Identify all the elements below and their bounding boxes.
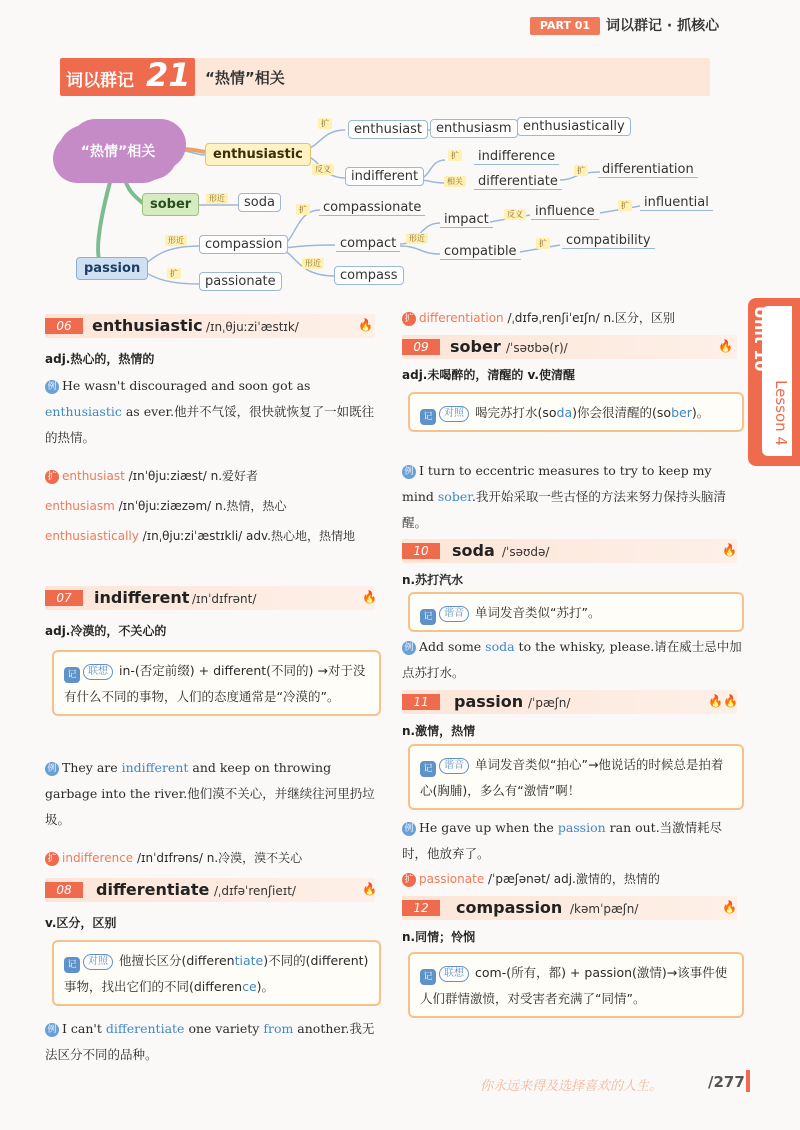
tip-icon: 记 <box>420 969 436 985</box>
derivative: enthusiasm /ɪnˈθjuːziæzəm/ n.热情，热心 <box>45 499 287 513</box>
mind-map-tag: 扩 <box>318 118 332 129</box>
memory-note: 记 对照 他擅长区分(differentiate)不同的(different)事物，找出它们的不同(difference)。 <box>52 940 381 1006</box>
header-title: 词以群记 · 抓核心 <box>606 18 720 34</box>
example-icon: 例 <box>402 822 416 836</box>
mind-map-node-indifferent: indifferent <box>345 167 424 186</box>
mind-map-tag: 形近 <box>206 193 228 204</box>
page-number: /277 <box>708 1073 745 1091</box>
entry-definition: n.激情，热情 <box>402 724 476 738</box>
entry-number: 07 <box>45 590 83 606</box>
mind-map-enthusiastic: enthusiastic <box>205 143 311 166</box>
expand-icon: 扩 <box>45 852 59 866</box>
unit-label: Unit 10 <box>751 306 770 372</box>
memory-note: 记 联想 com-(所有，都) + passion(激情)→该事件使人们群情激愤，对受害者充满了“同情”。 <box>408 952 744 1018</box>
mind-map-node-enthusiastically: enthusiastically <box>517 117 631 136</box>
mind-map-node-soda: soda <box>238 193 281 212</box>
tip-icon: 记 <box>420 761 436 777</box>
entry-header <box>45 878 375 902</box>
derivative: 扩 passionate /ˈpæʃənət/ adj.激情的，热情的 <box>402 866 742 892</box>
flame-icon: 🔥 <box>722 543 737 557</box>
entry-word: differentiate <box>96 880 210 899</box>
example-icon: 例 <box>45 1023 59 1037</box>
section-badge-label: 词以群记 <box>66 71 134 91</box>
mind-map-tag: 形近 <box>165 235 187 246</box>
memory-note: 记 对照 喝完苏打水(soda)你会很清醒的(sober)。 <box>408 392 744 432</box>
entry-definition: n.苏打汽水 <box>402 573 464 587</box>
section-number: 21 <box>146 56 191 94</box>
tip-icon: 记 <box>420 409 436 425</box>
mind-map-tag: 扩 <box>167 268 181 279</box>
mind-map-tag: 形近 <box>406 233 428 244</box>
entry-word: soda <box>452 541 495 560</box>
entry-number: 09 <box>402 339 440 355</box>
example-icon: 例 <box>45 380 59 394</box>
entry-number: 10 <box>402 543 440 559</box>
mind-map-node-enthusiast: enthusiast <box>348 120 428 139</box>
entry-definition: n.同情；怜悯 <box>402 930 476 944</box>
mind-map-node-influential: influential <box>640 195 713 211</box>
entry-phonetic: /ˈsəʊbə(r)/ <box>506 341 568 355</box>
flame-icon: 🔥🔥 <box>708 694 738 708</box>
expand-icon: 扩 <box>402 873 416 887</box>
section-title: “热情”相关 <box>205 69 285 87</box>
entry-definition: adj.热心的，热情的 <box>45 352 155 366</box>
example-icon: 例 <box>402 641 416 655</box>
entry-number: 11 <box>402 694 440 710</box>
mind-map-node-passionate: passionate <box>199 272 282 291</box>
mind-map <box>0 0 800 300</box>
example-sentence: 例 They are indifferent and keep on throwing garbage into the river.他们漠不关心，并继续往河里扔垃圾。 <box>45 760 375 827</box>
page-marker <box>746 1070 750 1092</box>
entry-word: indifferent <box>94 588 190 607</box>
mind-map-node-compatible: compatible <box>440 244 521 260</box>
mind-map-tag: 相关 <box>444 176 466 187</box>
flame-icon: 🔥 <box>362 590 377 604</box>
mind-map-tag: 形近 <box>302 258 324 269</box>
memory-note: 记 联想 in-(否定前缀) + different(不同的) →对于没有什么不同的事物，人们的态度通常是“冷漠的”。 <box>52 650 381 716</box>
lesson-label: Lesson 4 <box>772 380 790 446</box>
example-icon: 例 <box>402 465 416 479</box>
example-sentence: 例 I can't differentiate one variety from another.我无法区分不同的品种。 <box>45 1021 375 1062</box>
mind-map-node-differentiate: differentiate <box>474 174 562 190</box>
mind-map-node-compatibility: compatibility <box>562 233 655 249</box>
mind-map-node-influence: influence <box>531 204 599 220</box>
mind-map-node-compassion: compassion <box>199 235 288 254</box>
mind-map-tag: 扩 <box>618 200 632 211</box>
tip-icon: 记 <box>64 667 80 683</box>
mind-map-sober: sober <box>142 193 199 216</box>
mind-map-tag: 扩 <box>574 165 588 176</box>
derivative: enthusiastically /ɪnˌθjuːziˈæstɪkli/ adv.热心地，热情地 <box>45 529 355 543</box>
example-sentence: 例 I turn to eccentric measures to try to keep my mind sober.我开始采取一些古怪的方法来努力保持头脑清醒。 <box>402 463 726 530</box>
entry-word: enthusiastic <box>92 316 203 335</box>
mind-map-tag: 反义 <box>312 164 334 175</box>
flame-icon: 🔥 <box>718 339 733 353</box>
memory-note: 记 谐音 单词发音类似“拍心”→他说话的时候总是拍着心(胸脯)，多么有“激情”啊！ <box>408 744 744 810</box>
entry-phonetic: /kəmˈpæʃn/ <box>570 902 639 916</box>
entry-number: 08 <box>45 882 83 898</box>
entry-definition: adj.未喝醉的，清醒的 v.使清醒 <box>402 368 575 382</box>
mind-map-node-indifference: indifference <box>474 149 559 165</box>
expand-icon: 扩 <box>45 470 59 484</box>
entry-definition: v.区分，区别 <box>45 916 117 930</box>
mind-map-node-compass: compass <box>334 266 404 285</box>
memory-note: 记 谐音 单词发音类似“苏打”。 <box>408 592 744 632</box>
mind-map-node-enthusiasm: enthusiasm <box>430 119 518 138</box>
expand-icon: 扩 <box>402 312 416 326</box>
flame-icon: 🔥 <box>358 318 373 332</box>
derivative: 扩 indifference /ɪnˈdɪfrəns/ n.冷漠，漠不关心 <box>45 845 380 871</box>
tip-icon: 记 <box>420 609 436 625</box>
example-icon: 例 <box>45 762 59 776</box>
entry-phonetic: /ɪnˌθjuːziˈæstɪk/ <box>206 320 299 334</box>
entry-word: passion <box>454 692 524 711</box>
mind-map-tag: 反义 <box>504 209 526 220</box>
entry-phonetic: /ˈpæʃn/ <box>528 696 571 710</box>
example-sentence: 例 Add some soda to the whisky, please.请在威士忌中加点苏打水。 <box>402 639 742 680</box>
part-badge: PART 01 <box>530 17 600 35</box>
mind-map-node-differentiation: differentiation <box>598 162 698 178</box>
entry-phonetic: /ˈsəʊdə/ <box>502 545 550 559</box>
derivative: 扩 differentiation /ˌdɪfəˌrenʃiˈeɪʃn/ n.区分，区别 <box>402 305 742 331</box>
mind-map-node-compassionate: compassionate <box>319 200 425 216</box>
example-sentence: 例 He gave up when the passion ran out.当激情耗尽时，他放弃了。 <box>402 820 723 861</box>
entry-phonetic: /ɪnˈdɪfrənt/ <box>192 592 257 606</box>
mind-map-node-impact: impact <box>440 212 493 228</box>
tip-icon: 记 <box>64 957 80 973</box>
entry-word: compassion <box>456 898 563 917</box>
example-sentence: 例 He wasn't discouraged and soon got as enthusiastic as ever.他并不气馁，很快就恢复了一如既往的热情。 <box>45 378 375 445</box>
entry-number: 12 <box>402 900 440 916</box>
entry-definition: adj.冷漠的，不关心的 <box>45 624 167 638</box>
entry-word: sober <box>450 337 501 356</box>
derivative: 扩 enthusiast /ɪnˈθjuːziæst/ n.爱好者 <box>45 463 380 489</box>
entry-phonetic: /ˌdɪfəˈrenʃieɪt/ <box>214 884 296 898</box>
mind-map-passion: passion <box>76 257 148 280</box>
flame-icon: 🔥 <box>362 882 377 896</box>
mind-map-tag: 扩 <box>536 238 550 249</box>
footer-quote: 你永远来得及选择喜欢的人生。 <box>480 1079 663 1094</box>
mind-map-center: “热情”相关 <box>58 125 178 180</box>
mind-map-tag: 扩 <box>448 150 462 161</box>
mind-map-tag: 扩 <box>296 204 310 215</box>
flame-icon: 🔥 <box>722 900 737 914</box>
mind-map-node-compact: compact <box>336 236 400 252</box>
entry-number: 06 <box>45 318 83 334</box>
